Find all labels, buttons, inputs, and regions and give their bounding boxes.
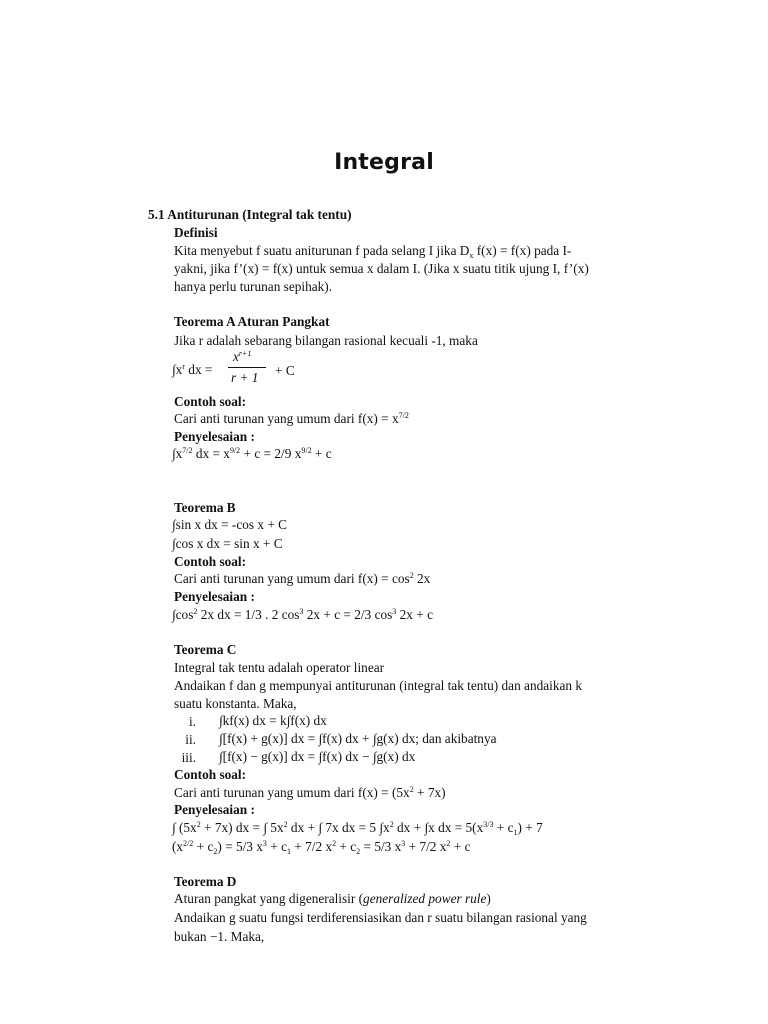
- teorema-c-penyelesaian-label: Penyelesaian :: [174, 802, 255, 817]
- list-item-number: iii.: [181, 750, 196, 765]
- definisi-line-3: hanya perlu turunan sepihak).: [174, 279, 333, 294]
- list-item-number: i.: [188, 714, 196, 729]
- teorema-d-text-2: Andaikan g suatu fungsi terdiferensiasikan dan r suatu bilangan rasional yang: [174, 910, 587, 925]
- definisi-line-2: yakni, jika f’(x) = f(x) untuk semua x dalam I. (Jika x suatu titik ujung I, f’(x): [174, 261, 589, 276]
- teorema-b-penyelesaian-label: Penyelesaian :: [174, 589, 255, 604]
- teorema-b-solution: $\int\cos^2$ 2x dx = 1/3 . 2 $\cos^3 2x + c = 2/3$ $\cos^3 2x + c$: [172, 607, 433, 622]
- fraction-numerator: $x^{r+1}$: [233, 349, 252, 364]
- definisi-label: Definisi: [174, 225, 218, 240]
- teorema-c-label: Teorema C: [174, 642, 237, 657]
- teorema-a-penyelesaian-label: Penyelesaian :: [174, 429, 255, 444]
- teorema-c-text-2: Andaikan f dan g mempunyai antiturunan (integral tak tentu) dan andaikan k: [174, 678, 583, 693]
- teorema-c-solution-line-2: $(x^{2/2} + c_2) = 5/3$ $x^3 + c_1 + 7/2$ $x^2 + c_2 = 5/3$ $x^3 + 7/2$ $x^2 + c$: [172, 839, 471, 856]
- teorema-a-solution: $\int x^{7/2}$ dx = $x^{9/2} + c = 2/9$ $x^{9/2} + c$: [172, 446, 332, 461]
- teorema-a-label: Teorema A Aturan Pangkat: [174, 314, 330, 329]
- teorema-b-label: Teorema B: [174, 500, 236, 515]
- teorema-b-formula-sin: ∫sin x dx = -cos x + C: [172, 517, 288, 532]
- teorema-c-text-3: suatu konstanta. Maka,: [174, 696, 297, 711]
- teorema-a-contoh-text: Cari anti turunan yang umum dari $f(x) = x^{7/2}$: [174, 411, 409, 426]
- power-rule-fraction: [228, 350, 268, 390]
- list-item-text: ∫[f(x) + g(x)] dx = ∫f(x) dx + ∫g(x) dx; dan akibatnya: [219, 731, 497, 746]
- teorema-a-formula-right: + C: [275, 363, 295, 378]
- teorema-d-label: Teorema D: [174, 874, 237, 889]
- teorema-c-text-1: Integral tak tentu adalah operator linear: [174, 660, 385, 675]
- teorema-b-contoh-text: Cari anti turunan yang umum dari $f(x) = \cos^2 2x$: [174, 571, 431, 586]
- teorema-c-contoh-text: Cari anti turunan yang umum dari $f(x) = (5x^2 + 7x)$: [174, 785, 446, 800]
- teorema-b-formula-cos: ∫cos x dx = sin x + C: [172, 536, 283, 551]
- list-item-text: ∫[f(x) − g(x)] dx = ∫f(x) dx − ∫g(x) dx: [219, 749, 416, 764]
- list-item-text: ∫kf(x) dx = k∫f(x) dx: [219, 713, 327, 728]
- teorema-a-text: Jika r adalah sebarang bilangan rasional kecuali -1, maka: [174, 333, 478, 348]
- page-title: Integral: [334, 150, 434, 175]
- fraction-bar: [228, 367, 266, 368]
- teorema-b-contoh-label: Contoh soal:: [174, 554, 247, 569]
- list-item-number: ii.: [185, 732, 196, 747]
- section-heading: 5.1 Antiturunan (Integral tak tentu): [148, 207, 352, 222]
- fraction-denominator: r + 1: [231, 370, 259, 385]
- teorema-d-text-1: Aturan pangkat yang digeneralisir (generalized power rule): [174, 891, 491, 906]
- teorema-a-contoh-label: Contoh soal:: [174, 394, 247, 409]
- teorema-c-contoh-label: Contoh soal:: [174, 767, 247, 782]
- definisi-line-1: Kita menyebut f suatu aniturunan f pada selang I jika $D_x$ f(x) = f(x) pada I-: [174, 243, 572, 260]
- teorema-c-solution-line-1: ∫ $(5x^2 + 7x)$ dx = ∫ $5x^2$ dx + ∫ 7x dx = 5 $\int x^2$ dx + ∫x dx = $5(x^{3/3} + c_1) + 7$: [172, 820, 543, 837]
- teorema-a-formula-left: $\int x^r$ dx =: [172, 362, 213, 377]
- teorema-d-text-3: bukan −1. Maka,: [174, 929, 265, 944]
